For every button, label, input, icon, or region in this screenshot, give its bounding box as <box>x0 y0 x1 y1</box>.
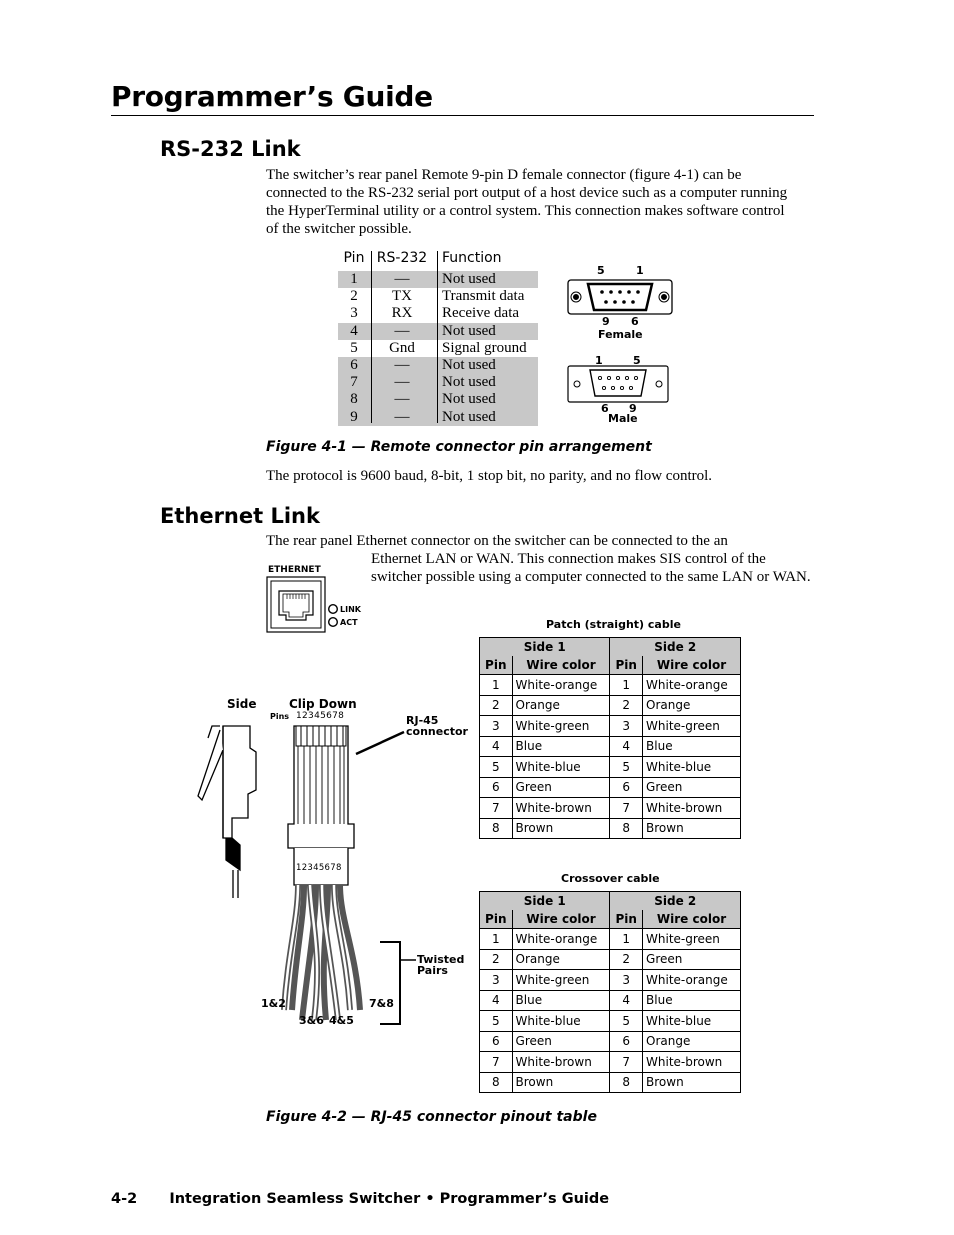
pairs-label: Pairs <box>417 964 448 977</box>
side1-pin: 1 <box>480 675 513 696</box>
side1-color: Green <box>512 1031 610 1052</box>
pins-numbers-bottom: 12345678 <box>296 863 342 873</box>
pin-signal: — <box>394 374 410 391</box>
pins-numbers-top: 12345678 <box>296 711 345 721</box>
figure-4-1-caption: Figure 4-1 — Remote connector pin arrangement <box>266 439 652 455</box>
side2-pin: 5 <box>610 757 643 778</box>
side1-pin: 4 <box>480 990 513 1011</box>
pin-rows <box>338 271 538 426</box>
side2-color: White-orange <box>643 970 741 991</box>
link-act-leds <box>326 603 340 629</box>
ethernet-intro-first-line: The rear panel Ethernet connector on the switcher can be connected to the an <box>266 533 728 549</box>
ethernet-port-icon <box>266 575 330 635</box>
male-label: Male <box>608 412 638 425</box>
female-pin-9: 9 <box>602 315 610 328</box>
side2-pin: 2 <box>610 695 643 716</box>
side2-color: Brown <box>643 1072 741 1093</box>
side2-color: White-orange <box>643 675 741 696</box>
table-row <box>480 929 741 950</box>
pin-signal: Gnd <box>389 339 415 356</box>
crossover-rows <box>480 929 741 1093</box>
side1-color: Orange <box>512 949 610 970</box>
clip-down-label: Clip Down <box>289 697 357 711</box>
side2-pin: 3 <box>610 970 643 991</box>
pin-row <box>338 323 538 340</box>
pin-number: 1 <box>350 271 358 287</box>
side1-color: Brown <box>512 1072 610 1093</box>
table-row <box>480 990 741 1011</box>
crossover-cable-table <box>479 891 741 1093</box>
link-label: LINK <box>340 605 361 614</box>
table-row <box>480 1031 741 1052</box>
patch-side1-header: Side 1 <box>480 638 610 657</box>
side2-pin: 4 <box>610 990 643 1011</box>
patch-rows <box>480 675 741 839</box>
side2-pin: 2 <box>610 949 643 970</box>
side1-pin: 7 <box>480 1052 513 1073</box>
side1-color: White-brown <box>512 798 610 819</box>
table-row <box>480 949 741 970</box>
side2-pin: 5 <box>610 1011 643 1032</box>
side1-color: White-green <box>512 970 610 991</box>
pins-label: Pins <box>270 712 290 721</box>
pin-number: 2 <box>350 288 358 305</box>
side2-color: White-green <box>643 929 741 950</box>
side1-pin: 7 <box>480 798 513 819</box>
male-pin-1: 1 <box>595 354 603 367</box>
crossover-side1-header: Side 1 <box>480 892 610 911</box>
side1-color: White-orange <box>512 675 610 696</box>
table-row <box>480 695 741 716</box>
rj45-label <box>406 715 468 737</box>
pin-row <box>338 409 538 426</box>
crossover-color2-header: Wire color <box>643 910 741 929</box>
pair-1-2-label: 1&2 <box>261 997 286 1010</box>
side1-pin: 8 <box>480 818 513 839</box>
footer-text: Integration Seamless Switcher • Programmer’s Guide <box>169 1191 610 1207</box>
side1-color: Blue <box>512 736 610 757</box>
pin-number: 9 <box>350 408 358 425</box>
side1-pin: 6 <box>480 1031 513 1052</box>
table-row <box>480 818 741 839</box>
table-row <box>480 1052 741 1073</box>
pin-number: 5 <box>350 339 358 356</box>
pin-function: Not used <box>442 271 496 287</box>
pin-signal: — <box>394 408 410 425</box>
pin-header: Pin <box>343 250 365 266</box>
act-label: ACT <box>340 618 358 627</box>
pin-signal: — <box>394 322 410 339</box>
pair-3-6-label: 3&6 <box>299 1014 324 1027</box>
patch-side2-header: Side 2 <box>610 638 741 657</box>
side2-color: Blue <box>643 736 741 757</box>
rs232-heading: RS-232 Link <box>160 137 301 161</box>
side1-color: Blue <box>512 990 610 1011</box>
side2-color: White-blue <box>643 1011 741 1032</box>
side-label: Side <box>227 697 257 711</box>
side2-pin: 7 <box>610 1052 643 1073</box>
rs232-intro: The switcher’s rear panel Remote 9-pin D female connector (figure 4-1) can be connected to the RS-232 serial port output of a host device such as a computer running the HyperTerminal utility or a control system. This connection makes software control of the switcher possible. <box>266 167 788 237</box>
side2-pin: 3 <box>610 716 643 737</box>
pin-row <box>338 305 538 322</box>
crossover-cable-title: Crossover cable <box>561 872 660 885</box>
protocol-text: The protocol is 9600 baud, 8-bit, 1 stop bit, no parity, and no flow control. <box>266 468 713 484</box>
pin-function: Not used <box>442 356 496 373</box>
pin-col-divider <box>371 251 372 423</box>
function-header: Function <box>442 250 502 266</box>
side1-color: White-orange <box>512 929 610 950</box>
patch-color1-header: Wire color <box>512 656 610 675</box>
side1-color: White-blue <box>512 1011 610 1032</box>
crossover-color1-header: Wire color <box>512 910 610 929</box>
pin-signal: — <box>394 271 410 287</box>
figure-4-2-caption: Figure 4-2 — RJ-45 connector pinout table <box>266 1109 597 1125</box>
female-connector <box>568 280 672 314</box>
male-pin-9: 9 <box>629 402 637 415</box>
side1-pin: 5 <box>480 757 513 778</box>
pin-row <box>338 271 538 288</box>
patch-cable-title: Patch (straight) cable <box>546 618 681 631</box>
side1-color: Brown <box>512 818 610 839</box>
rj45-side-view <box>198 726 256 898</box>
table-row <box>480 675 741 696</box>
pin-signal: — <box>394 356 410 373</box>
rj45-clip-down-view <box>284 726 360 1020</box>
rs232-header: RS-232 <box>376 250 428 266</box>
side2-pin: 1 <box>610 929 643 950</box>
table-row <box>480 757 741 778</box>
twisted-pairs-label <box>417 954 464 976</box>
pin-signal: TX <box>392 288 412 305</box>
crossover-pin1-header: Pin <box>480 910 513 929</box>
patch-cable-table <box>479 637 741 839</box>
side2-color: White-blue <box>643 757 741 778</box>
male-pin-6: 6 <box>601 402 609 415</box>
side2-color: Green <box>643 777 741 798</box>
patch-color2-header: Wire color <box>643 656 741 675</box>
side1-color: White-green <box>512 716 610 737</box>
ethernet-heading: Ethernet Link <box>160 504 320 528</box>
table-row <box>480 1011 741 1032</box>
side2-pin: 6 <box>610 1031 643 1052</box>
twisted-pairs-bracket <box>380 942 400 1024</box>
side1-color: Orange <box>512 695 610 716</box>
side2-color: White-brown <box>643 1052 741 1073</box>
table-row <box>480 736 741 757</box>
side1-pin: 5 <box>480 1011 513 1032</box>
male-connector <box>568 366 668 402</box>
side2-pin: 8 <box>610 1072 643 1093</box>
side1-pin: 1 <box>480 929 513 950</box>
side1-pin: 3 <box>480 716 513 737</box>
female-pin-1: 1 <box>636 264 644 277</box>
pin-function: Not used <box>442 322 496 339</box>
pin-number: 8 <box>350 391 358 408</box>
pin-signal: — <box>394 391 410 408</box>
rs232-col-divider <box>437 251 438 423</box>
side2-pin: 6 <box>610 777 643 798</box>
pin-function: Not used <box>442 374 496 391</box>
pin-function: Not used <box>442 408 496 425</box>
pair-7-8-label: 7&8 <box>369 997 394 1010</box>
side1-color: White-blue <box>512 757 610 778</box>
pin-row <box>338 340 538 357</box>
side1-color: White-brown <box>512 1052 610 1073</box>
table-row <box>480 970 741 991</box>
side2-color: White-green <box>643 716 741 737</box>
table-row <box>480 1072 741 1093</box>
side1-pin: 8 <box>480 1072 513 1093</box>
pin-row <box>338 357 538 374</box>
pin-table <box>338 249 538 426</box>
footer <box>111 1191 609 1207</box>
pin-table-header <box>338 249 538 271</box>
twisted-label: Twisted <box>417 953 465 966</box>
male-pin-5: 5 <box>633 354 641 367</box>
pin-function: Receive data <box>442 305 520 322</box>
pair-4-5-label: 4&5 <box>329 1014 354 1027</box>
crossover-side2-header: Side 2 <box>610 892 741 911</box>
pin-function: Not used <box>442 391 496 408</box>
side2-pin: 7 <box>610 798 643 819</box>
ethernet-intro-rest: Ethernet LAN or WAN. This connection makes SIS control of the switcher possible using a computer connected to the same LAN or WAN. <box>371 551 811 585</box>
rj45-label-line2: connector <box>406 725 468 738</box>
table-row <box>480 777 741 798</box>
side2-color: Blue <box>643 990 741 1011</box>
side2-color: White-brown <box>643 798 741 819</box>
ethernet-port-label: ETHERNET <box>268 565 321 575</box>
side1-pin: 6 <box>480 777 513 798</box>
side1-pin: 2 <box>480 949 513 970</box>
side1-pin: 2 <box>480 695 513 716</box>
female-pin-6: 6 <box>631 315 639 328</box>
patch-pin2-header: Pin <box>610 656 643 675</box>
pin-row <box>338 391 538 408</box>
pin-number: 4 <box>350 322 358 339</box>
side1-pin: 3 <box>480 970 513 991</box>
footer-page-number: 4-2 <box>111 1191 138 1207</box>
pin-function: Transmit data <box>442 288 525 305</box>
rj45-label-line1: RJ-45 <box>406 714 439 727</box>
side1-pin: 4 <box>480 736 513 757</box>
pin-number: 7 <box>350 374 358 391</box>
pin-function: Signal ground <box>442 339 527 356</box>
pin-row <box>338 374 538 391</box>
pin-number: 6 <box>350 356 358 373</box>
table-row <box>480 716 741 737</box>
dsub-connectors <box>560 260 680 430</box>
rj45-pointer <box>356 732 404 754</box>
side2-color: Brown <box>643 818 741 839</box>
pin-signal: RX <box>391 305 413 322</box>
side2-color: Orange <box>643 1031 741 1052</box>
title-rule <box>111 115 814 116</box>
female-label: Female <box>598 328 643 341</box>
side2-color: Orange <box>643 695 741 716</box>
pin-number: 3 <box>350 305 358 322</box>
female-pin-5: 5 <box>597 264 605 277</box>
patch-pin1-header: Pin <box>480 656 513 675</box>
side2-color: Green <box>643 949 741 970</box>
side2-pin: 4 <box>610 736 643 757</box>
table-row <box>480 798 741 819</box>
pin-row <box>338 288 538 305</box>
page-title: Programmer’s Guide <box>111 80 433 113</box>
side2-pin: 1 <box>610 675 643 696</box>
side2-pin: 8 <box>610 818 643 839</box>
crossover-pin2-header: Pin <box>610 910 643 929</box>
side1-color: Green <box>512 777 610 798</box>
